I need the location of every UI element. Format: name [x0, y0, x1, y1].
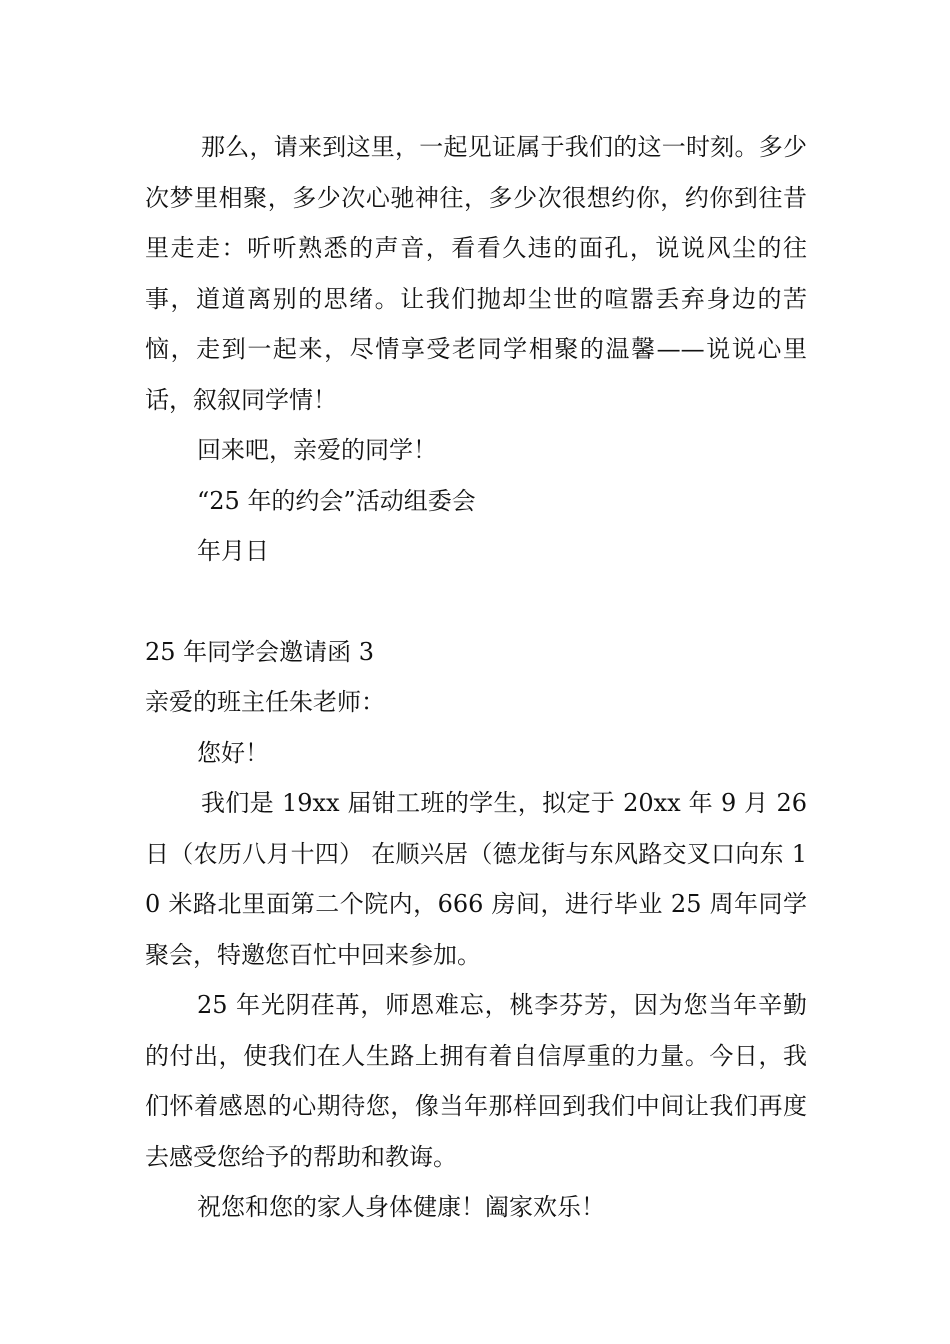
invitation-paragraph: 那么，请来到这里，一起见证属于我们的这一时刻。多少次梦里相聚，多少次心驰神往，多少次很想约你，约你到往昔里走走：听听熟悉的声音，看看久违的面孔，说说风尘的往事，道道离别的思绪。让我们抛却尘世的喧嚣丢弃身边的苦恼，走到一起来，尽情享受老同学相聚的温馨——说说心里话，叙叙同学情！ — [145, 133, 807, 414]
closing-line: 回来吧，亲爱的同学！ — [197, 436, 437, 464]
letter-paragraph-event: 我们是 19xx 届钳工班的学生，拟定于 20xx 年 9 月 26 日（农历八月十四） 在顺兴居（德龙街与东风路交叉口向东 10 米路北里面第二个院内，666 房间，进行毕业 25 周年同学聚会，特邀您百忙中回来参加。 — [145, 789, 807, 969]
letter-greeting: 您好！ — [197, 738, 269, 767]
document-body — [145, 122, 807, 1233]
section-spacer — [145, 577, 807, 627]
letter-wish: 祝您和您的家人身体健康！阖家欢乐！ — [197, 1193, 605, 1221]
signature-date: 年月日 — [197, 537, 269, 565]
organizer-signature: “25 年的约会”活动组委会 — [197, 486, 476, 515]
letter-salutation: 亲爱的班主任朱老师： — [145, 688, 385, 716]
letter-paragraph-gratitude: 25 年光阴荏苒，师恩难忘，桃李芬芳，因为您当年辛勤的付出，使我们在人生路上拥有着自信厚重的力量。今日，我们怀着感恩的心期待您，像当年那样回到我们中间让我们再度去感受您给予的帮助和教诲。 — [145, 991, 807, 1171]
section-title: 25 年同学会邀请函 3 — [145, 637, 375, 666]
